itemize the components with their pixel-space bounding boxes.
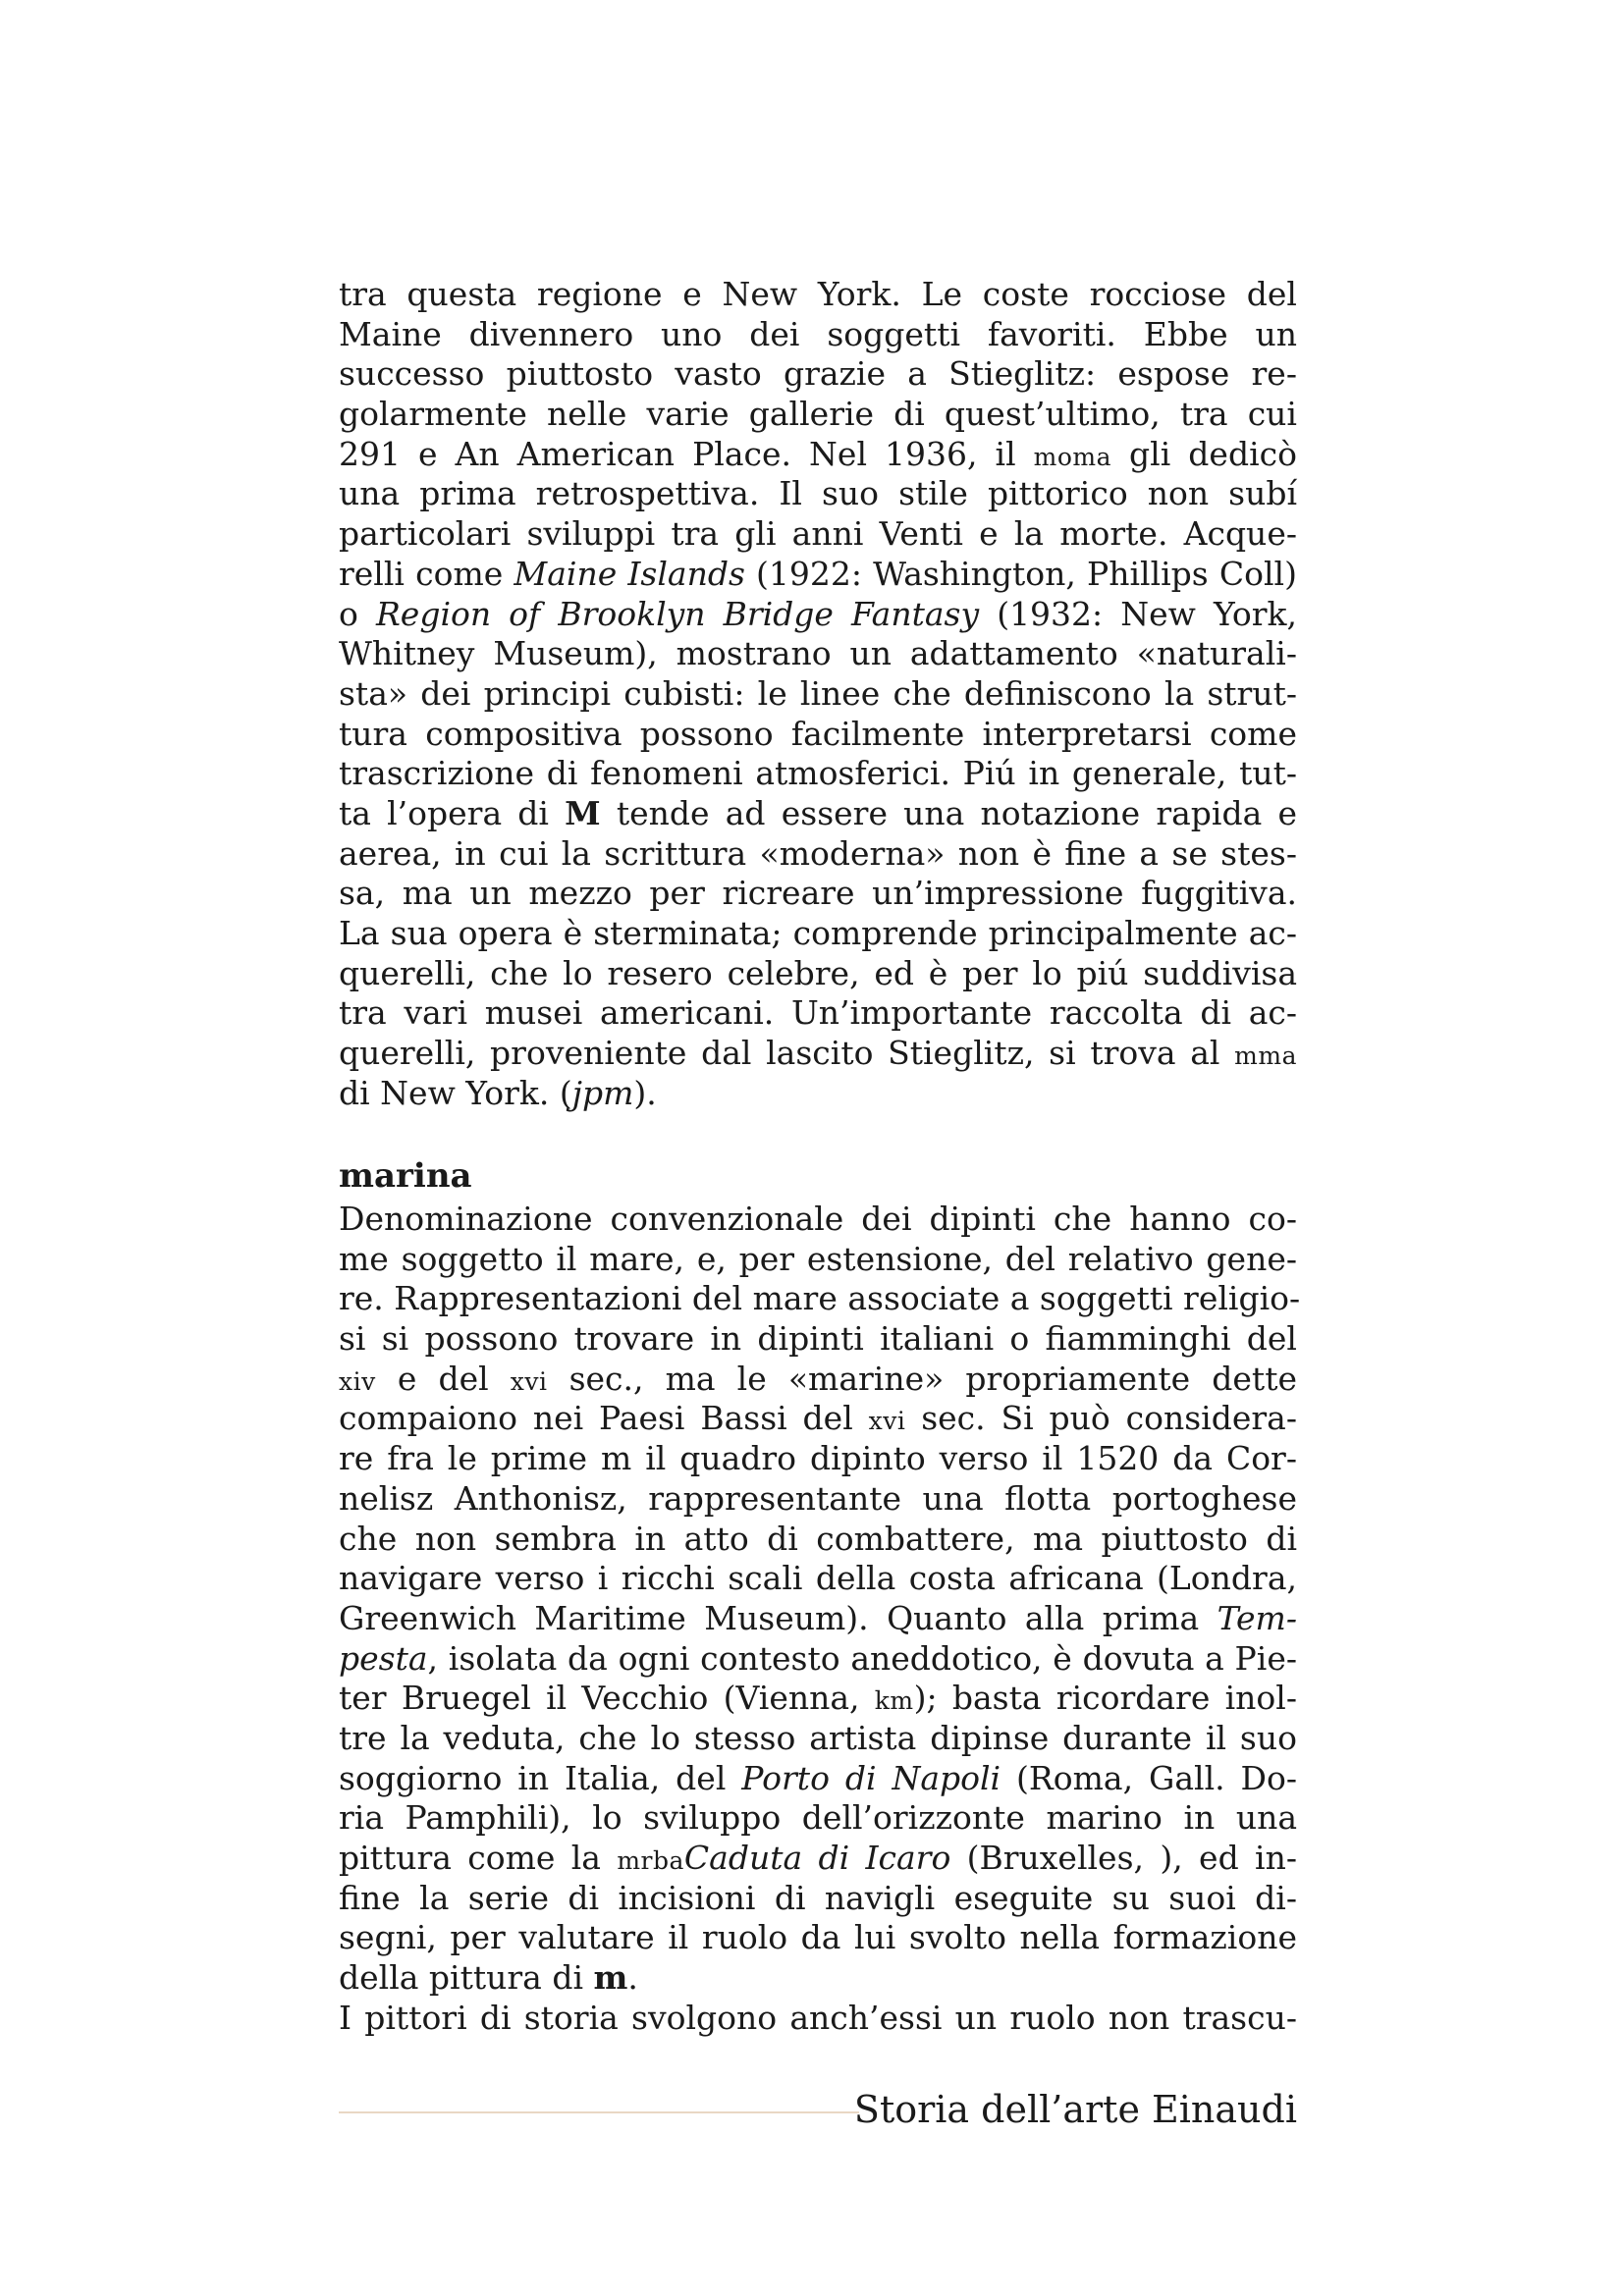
text-line (339, 1439, 1297, 1479)
text-run: ter Bruegel il Vecchio (Vienna, (339, 1679, 875, 1718)
text-run: (Bruxelles, (950, 1839, 1161, 1877)
text-run: La sua opera è sterminata; comprende principalmente ac- (339, 914, 1297, 952)
text-run: me soggetto il mare, e, per estensione, del relativo gene- (339, 1239, 1297, 1278)
text-line (339, 1279, 1301, 1319)
text-run: re. Rappresentazioni del mare associate a soggetti religio- (339, 1279, 1301, 1318)
bold-term: m (593, 1958, 628, 1998)
text-run: , isolata da ogni contesto aneddotico, è dovuta a Pie- (427, 1638, 1297, 1678)
text-run: tre la veduta, che lo stesso artista dipinse durante il suo (339, 1718, 1297, 1757)
text-line (339, 874, 1297, 914)
text-line (339, 1639, 1297, 1680)
italic-title: Porto di Napoli (741, 1758, 1001, 1797)
text-run: segni, per valutare il ruolo da lui svolto nella formazione (339, 1918, 1297, 1957)
text-run: e del (375, 1359, 511, 1398)
text-run: tura compositiva possono facilmente interpretarsi come (339, 714, 1297, 753)
text-line (339, 1879, 1297, 1919)
text-line (339, 914, 1297, 954)
text-run: pittura come la (339, 1839, 618, 1877)
text-run: 291 e An American Place. Nel 1936, il (339, 434, 1034, 473)
small-caps-abbrev: xvi (510, 1366, 548, 1396)
italic-title: pesta (339, 1638, 428, 1678)
text-line (339, 1798, 1297, 1839)
text-line (339, 395, 1297, 435)
text-run: sta» dei principi cubisti: le linee che definiscono la strut- (339, 673, 1297, 713)
small-caps-abbrev: mrba (617, 1846, 684, 1875)
text-run: Maine divennero uno dei soggetti favoriti. Ebbe un (339, 314, 1297, 353)
text-run: golarmente nelle varie gallerie di quest’ultimo, tra cui (339, 395, 1297, 434)
text-run: di New York. ( (339, 1073, 572, 1112)
text-run: (1932: New York, (979, 594, 1297, 633)
text-run: querelli, che lo resero celebre, ed è per lo piú suddivisa (339, 953, 1297, 992)
text-line (339, 1200, 1297, 1240)
text-run: ); basta ricordare inol- (913, 1679, 1297, 1718)
text-line (339, 595, 1297, 635)
text-run: soggiorno in Italia, del (339, 1758, 742, 1797)
text-line (339, 1240, 1297, 1280)
text-run: una prima retrospettiva. Il suo stile pittorico non subí (339, 474, 1297, 513)
italic-title: Caduta di Icaro (683, 1839, 951, 1877)
text-run: particolari sviluppi tra gli anni Venti e la morte. Acque- (339, 514, 1297, 554)
text-run: compaiono nei Paesi Bassi del (339, 1399, 869, 1438)
text-line (339, 1958, 1297, 1999)
text-line (339, 954, 1297, 994)
text-run: . (627, 1958, 638, 1998)
text-run: sec., ma le «marine» propriamente dette (547, 1359, 1297, 1398)
text-line (339, 1679, 1297, 1719)
text-line (339, 1999, 1297, 2039)
text-line (339, 1719, 1297, 1759)
text-run: re fra le prime m il quadro dipinto verso il 1520 da Cor- (339, 1439, 1297, 1478)
text-line (339, 275, 1297, 315)
text-run: sec. Si può considera- (905, 1399, 1297, 1438)
text-run: ta l’opera di (339, 793, 566, 832)
text-run: tende ad essere una notazione rapida e (600, 793, 1297, 832)
text-run: fine la serie di incisioni di navigli eseguite su suoi di- (339, 1878, 1297, 1917)
text-line (339, 474, 1297, 514)
text-line (339, 555, 1297, 595)
text-line (339, 435, 1297, 475)
text-run: tra questa regione e New York. Le coste rocciose del (339, 275, 1297, 313)
text-run: (1922: Washington, Phillips Coll) (744, 554, 1297, 593)
footer-rule (339, 2111, 859, 2113)
text-line (339, 1074, 1297, 1114)
text-line (339, 1034, 1297, 1074)
text-line (339, 315, 1297, 355)
text-run: trascrizione di fenomeni atmosferici. Piú in generale, tut- (339, 754, 1297, 793)
text-line (339, 1918, 1297, 1958)
italic-title: jpm (571, 1073, 634, 1112)
text-run: ria Pamphili), lo sviluppo dell’orizzonte marino in una (339, 1798, 1297, 1838)
small-caps-abbrev: mma (1234, 1041, 1297, 1071)
text-line (339, 1479, 1297, 1520)
text-run: gli dedicò (1111, 434, 1297, 473)
text-run: I pittori di storia svolgono anch’essi un ruolo non trascu- (339, 1998, 1297, 2037)
text-run: o (339, 594, 376, 633)
text-run: successo piuttosto vasto grazie a Stieglitz: espose re- (339, 354, 1297, 394)
text-block-continuation (339, 275, 1297, 1113)
italic-title: Tem- (1217, 1598, 1297, 1637)
text-line (339, 634, 1297, 674)
text-run: della pittura di (339, 1958, 594, 1998)
footer-title: Storia dell’arte Einaudi (853, 2088, 1297, 2131)
text-line (339, 1559, 1297, 1599)
text-run: relli come (339, 554, 514, 593)
text-run: querelli, proveniente dal lascito Stieglitz, si trova al (339, 1034, 1235, 1073)
text-run: aerea, in cui la scrittura «moderna» non è fine a se stes- (339, 833, 1297, 873)
text-line (339, 754, 1297, 794)
text-run: si si possono trovare in dipinti italiani o fiamminghi del (339, 1319, 1297, 1359)
small-caps-abbrev: xiv (339, 1366, 376, 1396)
text-run: ). (633, 1073, 657, 1112)
text-run: tra vari musei americani. Un’importante raccolta di ac- (339, 993, 1297, 1033)
text-line (339, 1319, 1297, 1360)
text-line (339, 1839, 1297, 1879)
text-run: Greenwich Maritime Museum). Quanto alla prima (339, 1598, 1217, 1637)
small-caps-abbrev: moma (1033, 442, 1112, 471)
small-caps-abbrev: xvi (868, 1407, 906, 1436)
text-run: nelisz Anthonisz, rappresentante una flotta portoghese (339, 1478, 1297, 1518)
text-line (339, 1520, 1297, 1560)
bold-term: M (565, 793, 601, 832)
text-line (339, 715, 1297, 755)
text-run: (Roma, Gall. Do- (1001, 1758, 1298, 1797)
text-run: che non sembra in atto di combattere, ma piuttosto di (339, 1519, 1297, 1558)
text-run: Whitney Museum), mostrano un adattamento «naturali- (339, 634, 1297, 673)
text-line (339, 674, 1297, 715)
text-line (339, 1360, 1297, 1400)
text-run: Denominazione convenzionale dei dipinti che hanno co- (339, 1200, 1297, 1238)
italic-title: Region of Brooklyn Bridge Fantasy (375, 594, 980, 633)
text-line (339, 1759, 1297, 1799)
entry-heading: marina (339, 1156, 472, 1196)
text-line (339, 354, 1297, 395)
text-line (339, 1399, 1297, 1439)
small-caps-abbrev: km (874, 1686, 914, 1716)
text-line (339, 993, 1297, 1034)
text-run: ), ed in- (1160, 1839, 1297, 1877)
text-line (339, 514, 1297, 555)
italic-title: Maine Islands (514, 554, 745, 593)
text-line (339, 834, 1297, 875)
text-line (339, 1599, 1297, 1639)
text-run: navigare verso i ricchi scali della costa africana (Londra, (339, 1559, 1297, 1598)
text-run: sa, ma un mezzo per ricreare un’impressione fuggitiva. (339, 874, 1297, 913)
text-block-marina (339, 1200, 1301, 2038)
text-line (339, 794, 1297, 834)
